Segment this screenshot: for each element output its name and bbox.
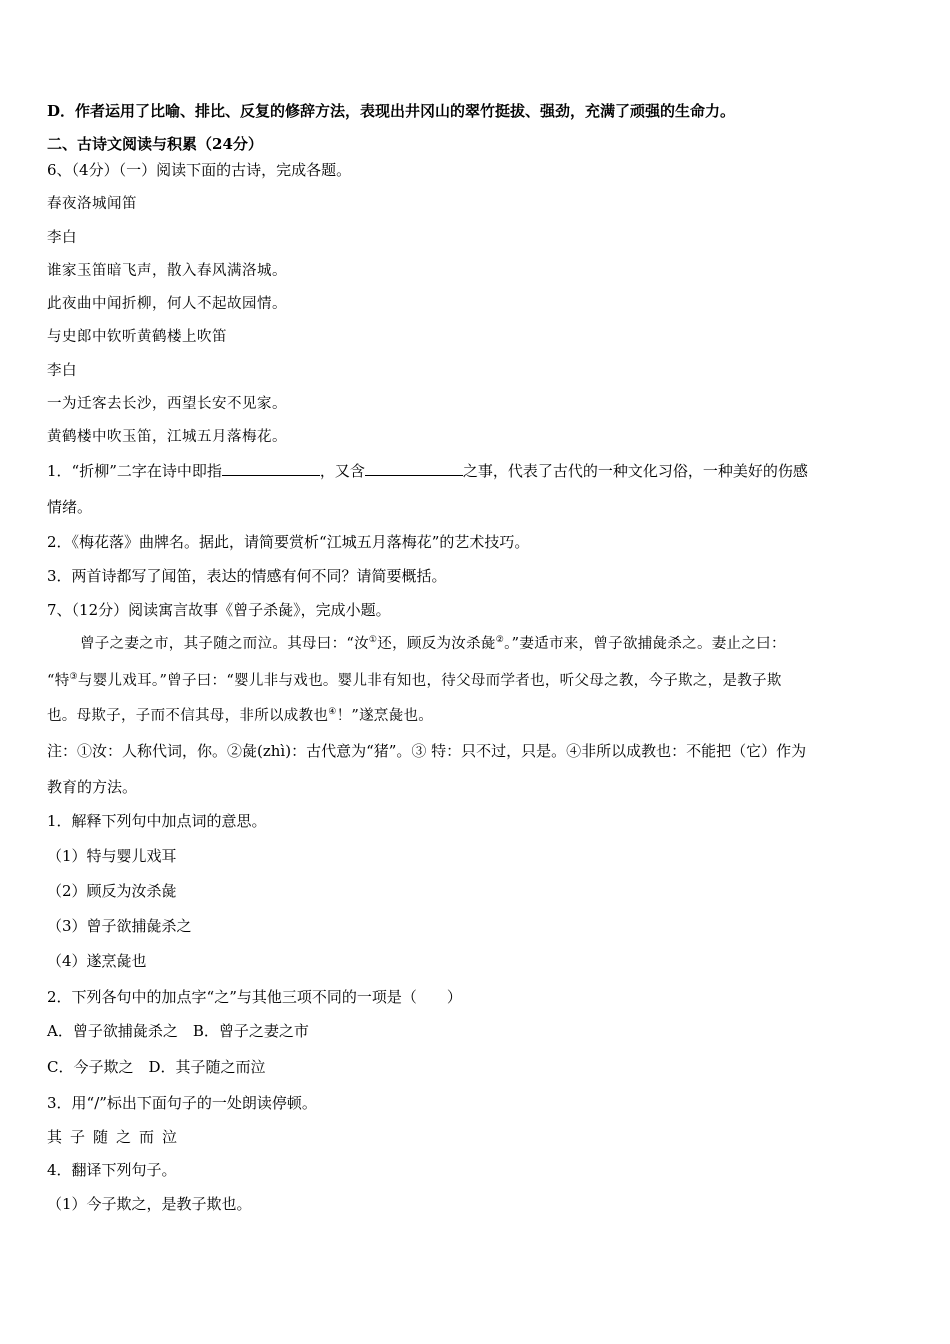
notes-line2: 教育的方法。 xyxy=(47,778,138,796)
q5-option-d: D．作者运用了比喻、排比、反复的修辞方法，表现出井冈山的翠竹挺拔、强劲，充满了顽强的生命力。 xyxy=(47,102,736,120)
section-2-title: 二、古诗文阅读与积累（24分） xyxy=(47,135,263,153)
text-l3-a: 也。母欺子，子而不信其母，非所以成教也 xyxy=(47,708,329,724)
q6-intro: 6、（4分）（一）阅读下面的古诗，完成各题。 xyxy=(47,161,352,179)
poem1-title: 春夜洛城闻笛 xyxy=(47,196,137,212)
notes-line1: 注：①汝：人称代词，你。②彘(zhì)：古代意为“猪”。③ 特：只不过，只是。④非所以成教也：不能把（它）作为 xyxy=(47,742,807,760)
q7-1-b: （2）顾反为汝杀彘 xyxy=(47,882,177,900)
q6-1 xyxy=(47,461,808,481)
answer-blank-1[interactable] xyxy=(222,461,320,476)
q7-1-a: （1）特与婴儿戏耳 xyxy=(47,847,177,865)
text-l2-a: “特 xyxy=(47,673,70,689)
poem2-author: 李白 xyxy=(47,363,77,379)
q7-4-a: （1）今子欺之，是教子欺也。 xyxy=(47,1195,252,1213)
q6-1-text-a: 1．“折柳”二字在诗中即指 xyxy=(47,462,222,480)
q7-1-c: （3）曾子欲捕彘杀之 xyxy=(47,917,192,935)
q7-4: 4．翻译下列句子。 xyxy=(47,1161,177,1179)
footnote-mark-1: ① xyxy=(368,635,378,646)
q6-1-continued: 情绪。 xyxy=(47,498,93,516)
text-l1-a: 曾子之妻之市，其子随之而泣。其母曰：“汝 xyxy=(80,636,369,652)
text-l2-b: 与婴儿戏耳。”曾子曰：“婴儿非与戏也。婴儿非有知也，待父母而学者也，听父母之教，今子欺之，是教子欺 xyxy=(77,673,782,689)
poem2-line2: 黄鹤楼中吹玉笛，江城五月落梅花。 xyxy=(47,429,287,445)
text-l1-c: 。”妻适市来，曾子欲捕彘杀之。妻止之曰： xyxy=(504,636,786,652)
q6-1-text-b: ，又含 xyxy=(319,462,365,480)
footnote-mark-3: ③ xyxy=(69,672,78,683)
poem2-title: 与史郎中钦听黄鹤楼上吹笛 xyxy=(47,329,227,345)
q7-2-options-cd: C．今子欺之 D．其子随之而泣 xyxy=(47,1058,266,1076)
answer-blank-2[interactable] xyxy=(365,461,463,476)
q7-1-d: （4）遂烹彘也 xyxy=(47,952,147,970)
q7-3: 3．用“/”标出下面句子的一处朗读停顿。 xyxy=(47,1094,317,1112)
q7-1: 1．解释下列句中加点词的意思。 xyxy=(47,812,267,830)
classical-text-line2 xyxy=(47,671,782,691)
q6-3: 3．两首诗都写了闻笛，表达的情感有何不同？请简要概括。 xyxy=(47,567,447,585)
text-l3-b: ！”遂烹彘也。 xyxy=(336,708,434,724)
q7-2-options-ab: A．曾子欲捕彘杀之 B．曾子之妻之市 xyxy=(47,1022,309,1040)
poem2-line1: 一为迁客去长沙，西望长安不见家。 xyxy=(47,396,287,412)
classical-text-line1 xyxy=(80,634,786,654)
q7-2: 2．下列各句中的加点字“之”与其他三项不同的一项是（ ） xyxy=(47,988,462,1006)
q6-1-text-c: 之事，代表了古代的一种文化习俗，一种美好的伤感 xyxy=(462,462,808,480)
classical-text-line3 xyxy=(47,706,433,726)
poem1-line2: 此夜曲中闻折柳，何人不起故园情。 xyxy=(47,296,287,312)
q7-intro: 7、（12分）阅读寓言故事《曾子杀彘》，完成小题。 xyxy=(47,601,391,619)
q6-2: 2．《梅花落》曲牌名。据此，请简要赏析“江城五月落梅花”的艺术技巧。 xyxy=(47,533,530,551)
poem1-author: 李白 xyxy=(47,230,77,246)
text-l1-b: 还，顾反为汝杀彘 xyxy=(377,636,496,652)
footnote-mark-4: ④ xyxy=(328,707,337,718)
poem1-line1: 谁家玉笛暗飞声，散入春风满洛城。 xyxy=(47,263,287,279)
q7-3-sentence: 其子随之而泣 xyxy=(47,1128,186,1146)
footnote-mark-2: ② xyxy=(495,635,505,646)
